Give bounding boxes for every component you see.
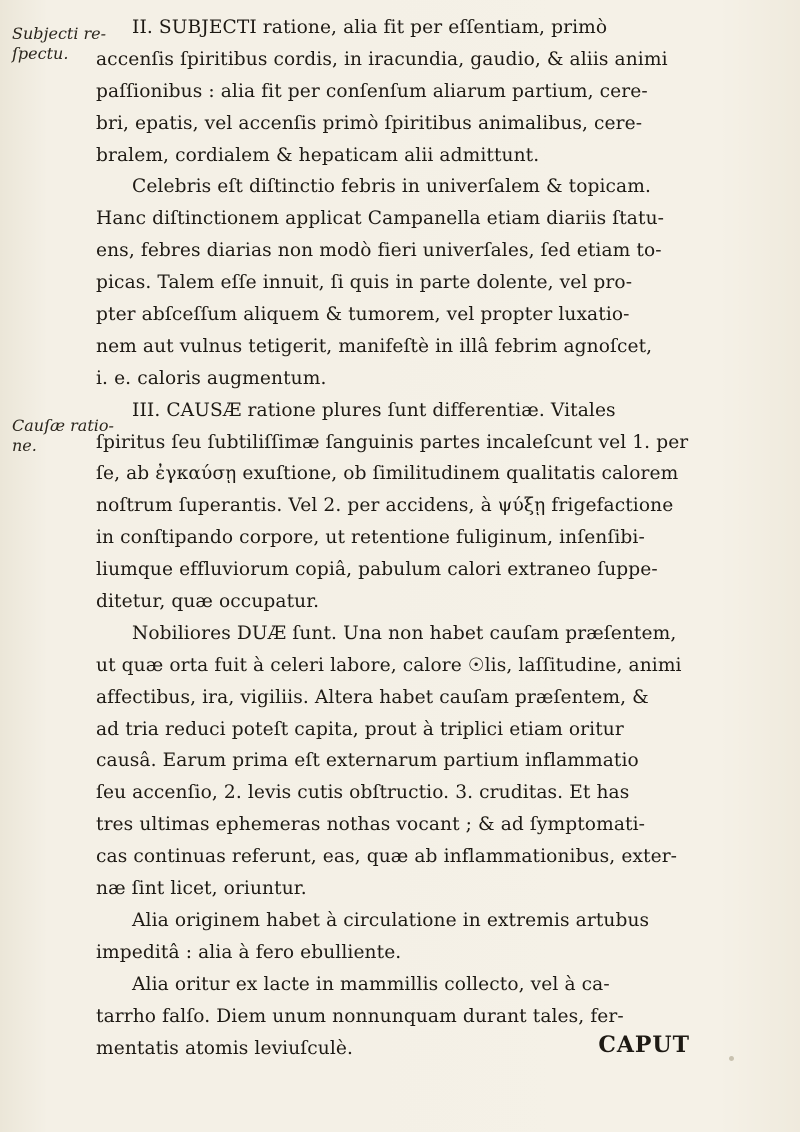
text-line: III. CAUSÆ ratione plures ſunt differentiæ. Vitales — [132, 399, 616, 421]
text-line: pter abſceſſum aliquem & tumorem, vel propter luxatio- — [96, 304, 630, 326]
text-line: Alia oritur ex lacte in mammillis collecto, vel à ca- — [132, 973, 610, 995]
margin-note-line: ſpectu. — [12, 44, 69, 63]
text-line: Nobiliores DUÆ ſunt. Una non habet cauſam præſentem, — [132, 622, 677, 644]
margin-note-line: ne. — [12, 436, 37, 455]
text-line: causâ. Earum prima eſt externarum partium inflammatio — [96, 750, 639, 772]
text-line: ens, febres diarias non modò fieri univerſales, ſed etiam to- — [96, 240, 662, 262]
text-line: ad tria reduci poteſt capita, prout à triplici etiam oritur — [96, 718, 624, 740]
main-text — [96, 12, 689, 1064]
text-line: bri, epatis, vel accenſis primò ſpiritibus animalibus, cere- — [96, 112, 643, 134]
text-line: II. SUBJECTI ratione, alia fit per eſſentiam, primò — [132, 17, 608, 38]
text-line: tres ultimas ephemeras nothas vocant ; & ad ſymptomati- — [96, 814, 646, 836]
text-line: ſeu accenſio, 2. levis cutis obſtructio. 3. cruditas. Et has — [96, 782, 630, 804]
margin-note-causae — [12, 416, 114, 456]
margin-note-line: Cauſæ ratio- — [12, 416, 114, 435]
margin-note-subjecti — [12, 24, 107, 64]
ink-spot — [729, 1056, 734, 1061]
text-line: accenſis ſpiritibus cordis, in iracundia, gaudio, & aliis animi — [96, 48, 668, 70]
margin-note-line: Subjecti re- — [12, 24, 107, 43]
catchword: CAPUT — [598, 1032, 690, 1058]
text-line: mentatis atomis leviuſculè. — [96, 1037, 354, 1059]
text-line: cas continuas referunt, eas, quæ ab inflammationibus, exter- — [96, 846, 678, 868]
text-line: ditetur, quæ occupatur. — [96, 591, 320, 613]
text-line: i. e. caloris augmentum. — [96, 367, 327, 389]
text-line: ſpiritus ſeu ſubtiliſſimæ ſanguinis partes incaleſcunt vel 1. per — [96, 431, 689, 453]
text-line: affectibus, ira, vigiliis. Altera habet cauſam præſentem, & — [96, 686, 649, 708]
text-line: paſſionibus : alia fit per conſenſum aliarum partium, cere- — [96, 80, 648, 102]
text-line: Alia originem habet à circulatione in extremis artubus — [132, 909, 650, 931]
text-line: Hanc diſtinctionem applicat Campanella etiam diariis ſtatu- — [96, 208, 665, 230]
text-line: ut quæ orta fuit à celeri labore, calore ☉lis, laſſitudine, animi — [96, 654, 682, 676]
text-line: in conſtipando corpore, ut retentione fuliginum, inſenſibi- — [96, 527, 645, 549]
text-line: picas. Talem eſſe innuit, ſi quis in parte dolente, vel pro- — [96, 272, 633, 294]
text-line: liumque effluviorum copiâ, pabulum calori extraneo ſuppe- — [96, 559, 658, 581]
text-line: tarrho falſo. Diem unum nonnunquam durant tales, fer- — [96, 1005, 624, 1027]
text-line: impeditâ : alia à fero ebulliente. — [96, 941, 402, 963]
text-line: Celebris eſt diſtinctio febris in univerſalem & topicam. — [132, 176, 651, 198]
text-line: bralem, cordialem & hepaticam alii admittunt. — [96, 144, 540, 166]
text-line: noſtrum ſuperantis. Vel 2. per accidens, à ψύξῃ frigefactione — [96, 495, 674, 517]
text-line: næ ſint licet, oriuntur. — [96, 878, 307, 900]
text-line: ſe, ab ἐγκαύσῃ exuſtione, ob ſimilitudinem qualitatis calorem — [96, 463, 679, 485]
text-line: nem aut vulnus tetigerit, manifeſtè in illâ febrim agnoſcet, — [96, 335, 653, 357]
